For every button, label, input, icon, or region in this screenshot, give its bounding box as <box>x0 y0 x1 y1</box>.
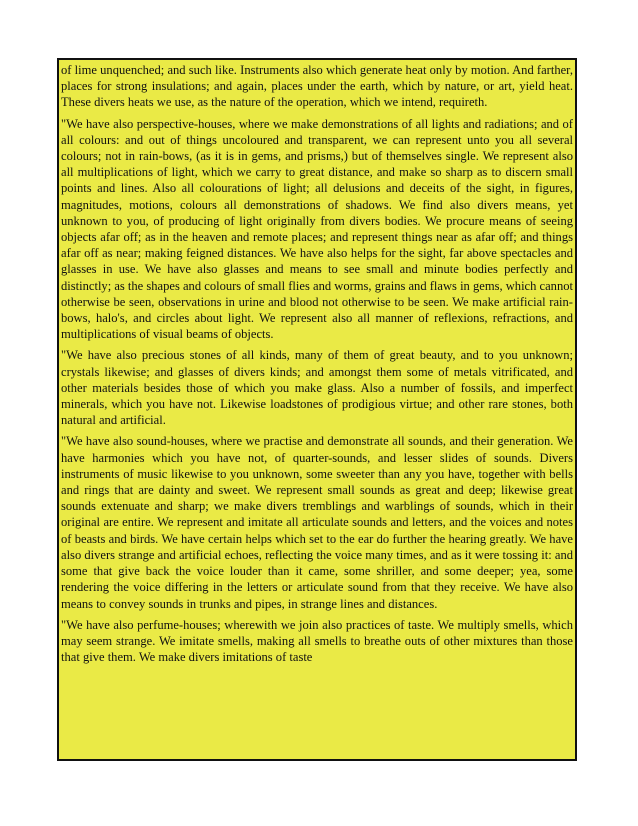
paragraph-sound-houses: "We have also sound-houses, where we practise and demonstrate all sounds, and their generation. We have harmonies which you have not, of quarter-sounds, and lesser slides of sounds. Divers instruments of music likewise to you unknown, some sweeter than any you have, together with bells and rings that are dainty and sweet. We represent small sounds as great and deep; likewise great sounds extenuate and sharp; we make divers tremblings and warblings of sounds, which in their original are entire. We represent and imitate all articulate sounds and letters, and the voices and notes of beasts and birds. We have certain helps which set to the ear do further the hearing greatly. We have also divers strange and artificial echoes, reflecting the voice many times, and as it were tossing it: and some that give back the voice louder than it came, some shriller, and some deeper; yea, some rendering the voice differing in the letters or articulate sound from that they receive. We have also means to convey sounds in trunks and pipes, in strange lines and distances. <box>61 434 573 611</box>
paragraph-precious-stones: "We have also precious stones of all kinds, many of them of great beauty, and to you unknown; crystals likewise; and glasses of divers kinds; and amongst them some of metals vitrificated, and other materials besides those of which you make glass. Also a number of fossils, and imperfect minerals, which you have not. Likewise loadstones of prodigious virtue; and other rare stones, both natural and artificial. <box>61 348 573 428</box>
paragraph-perspective-houses: "We have also perspective-houses, where we make demonstrations of all lights and radiations; and of all colours: and out of things uncoloured and transparent, we can represent unto you all several colours; not in rain-bows, (as it is in gems, and prisms,) but of themselves single. We represent also all multiplications of light, which we carry to great distance, and make so sharp as to discern small points and lines. Also all colourations of light; all delusions and deceits of the sight, in figures, magnitudes, motions, colours all demonstrations of shadows. We find also divers means, yet unknown to you, of producing of light originally from divers bodies. We procure means of seeing objects afar off; as in the heaven and remote places; and represent things near as afar off; and things afar off as near; making feigned distances. We have also helps for the sight, far above spectacles and glasses in use. We have also glasses and means to see small and minute bodies perfectly and distinctly; as the shapes and colours of small flies and worms, grains and flaws in gems, which cannot otherwise be seen, observations in urine and blood not otherwise to be seen. We make artificial rain-bows, halo's, and circles about light. We represent also all manner of reflexions, refractions, and multiplications of visual beams of objects. <box>61 116 573 342</box>
paragraph-perfume-houses: "We have also perfume-houses; wherewith we join also practices of taste. We multiply smells, which may seem strange. We imitate smells, making all smells to breathe outs of other mixtures than those that give them. We make divers imitations of taste <box>61 617 573 665</box>
text-page-frame <box>57 58 577 761</box>
paragraph-heat-sources: of lime unquenched; and such like. Instruments also which generate heat only by motion. And farther, places for strong insulations; and again, places under the earth, which by nature, or art, yield heat. These divers heats we use, as the nature of the operation, which we intend, requireth. <box>61 63 573 110</box>
